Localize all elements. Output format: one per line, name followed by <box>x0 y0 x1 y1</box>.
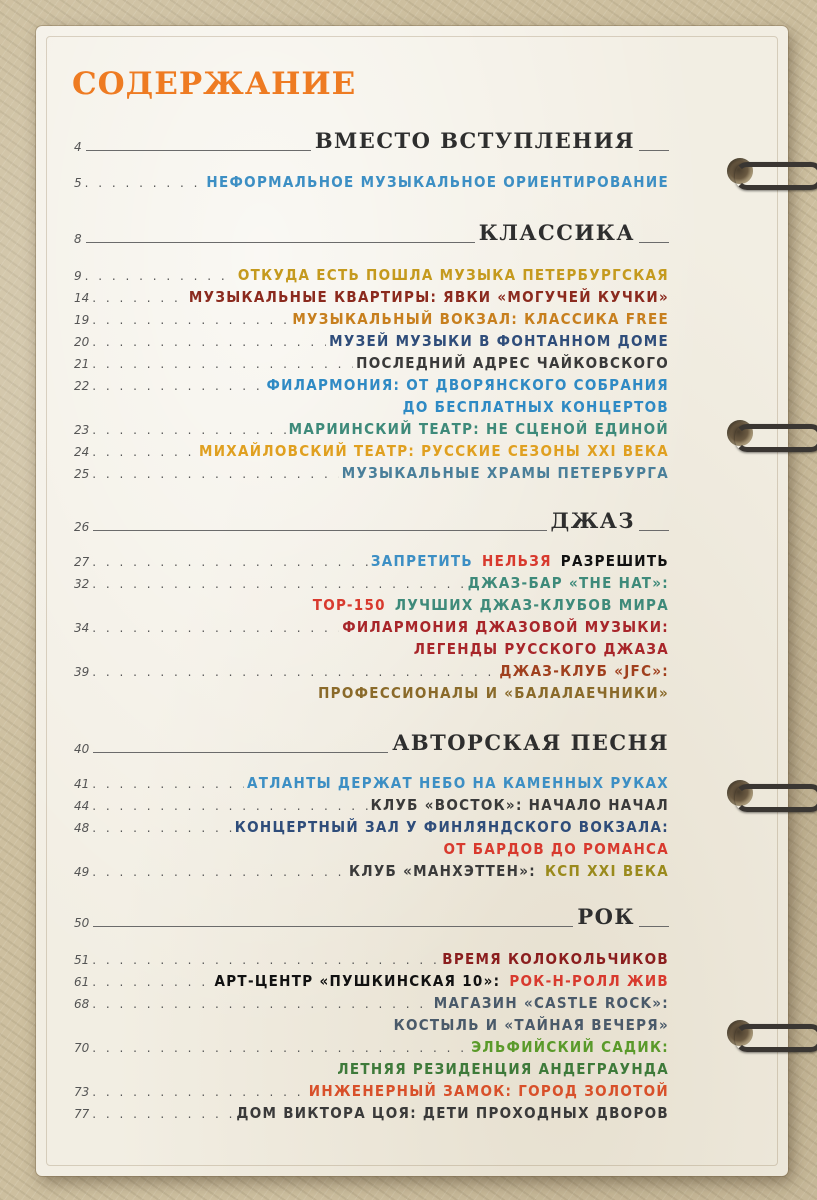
page-number: 8 <box>74 232 82 246</box>
page-number: 68 <box>74 997 90 1011</box>
entry-title-part: АРТ-ЦЕНТР «ПУШКИНСКАЯ 10»: <box>214 972 501 990</box>
rule-line <box>93 752 388 753</box>
dot-leader <box>92 777 244 791</box>
dot-leader <box>92 1085 306 1099</box>
toc-entry[interactable] <box>74 464 669 486</box>
section-title: ВМЕСТО ВСТУПЛЕНИЯ <box>314 128 635 153</box>
dot-leader <box>92 865 346 879</box>
page-number: 14 <box>74 291 90 305</box>
page-number: 19 <box>74 313 90 327</box>
entry-title-part: ЛУЧШИХ ДЖАЗ-КЛУБОВ МИРА <box>394 596 669 614</box>
toc-entry[interactable] <box>74 1104 669 1126</box>
rule-line <box>639 926 669 927</box>
dot-leader <box>92 379 263 393</box>
entry-title: ПОСЛЕДНИЙ АДРЕС ЧАЙКОВСКОГО <box>356 354 669 372</box>
section-heading[interactable] <box>74 900 669 930</box>
entry-title: ОТКУДА ЕСТЬ ПОШЛА МУЗЫКА ПЕТЕРБУРГСКАЯ <box>237 266 669 284</box>
dot-leader <box>92 621 339 635</box>
entry-title-part: РАЗРЕШИТЬ <box>560 552 669 570</box>
dot-leader <box>92 467 338 481</box>
toc-entry[interactable] <box>74 1038 669 1060</box>
entry-title: МУЗЫКАЛЬНЫЙ ВОКЗАЛ: КЛАССИКА FREE <box>292 310 669 328</box>
dot-leader <box>92 997 430 1011</box>
entry-title: КЛУБ «ВОСТОК»: НАЧАЛО НАЧАЛ <box>370 796 669 814</box>
toc-entry-continuation[interactable] <box>74 398 669 420</box>
toc-entry[interactable] <box>74 862 669 884</box>
entry-title-part: РОК-Н-РОЛЛ ЖИВ <box>509 972 669 990</box>
toc-entry-continuation[interactable] <box>74 1016 669 1038</box>
page-number: 73 <box>74 1085 90 1099</box>
page-number: 50 <box>74 916 90 930</box>
entry-title-line2: ДО БЕСПЛАТНЫХ КОНЦЕРТОВ <box>402 398 669 416</box>
entry-title: МУЗЕЙ МУЗЫКИ В ФОНТАННОМ ДОМЕ <box>329 332 669 350</box>
binder-ring <box>727 1012 817 1056</box>
toc-entry[interactable] <box>74 173 669 195</box>
rule-line <box>639 150 669 151</box>
dot-leader <box>92 1041 468 1055</box>
page-title: СОДЕРЖАНИЕ <box>72 66 357 102</box>
section-heading[interactable] <box>74 726 669 756</box>
page-number: 39 <box>74 665 90 679</box>
entry-title: ДЖАЗ-БАР «THE HAT»: <box>467 574 669 592</box>
binder-ring <box>727 412 817 456</box>
toc-entry[interactable] <box>74 950 669 972</box>
rule-line <box>639 530 669 531</box>
page-number: 32 <box>74 577 90 591</box>
dot-leader <box>92 423 285 437</box>
page-number: 26 <box>74 520 90 534</box>
page-number: 40 <box>74 742 90 756</box>
page-number: 48 <box>74 821 90 835</box>
page-number: 70 <box>74 1041 90 1055</box>
toc-entry[interactable] <box>74 972 669 994</box>
toc-entry[interactable] <box>74 442 669 464</box>
page-number: 44 <box>74 799 90 813</box>
entry-title: ФИЛАРМОНИЯ: ОТ ДВОРЯНСКОГО СОБРАНИЯ <box>266 376 669 394</box>
rule-line <box>86 150 311 151</box>
page-number: 51 <box>74 953 90 967</box>
entry-title: ИНЖЕНЕРНЫЙ ЗАМОК: ГОРОД ЗОЛОТОЙ <box>308 1082 669 1100</box>
binder-ring <box>727 772 817 816</box>
entry-title: ЭЛЬФИЙСКИЙ САДИК: <box>471 1038 669 1056</box>
dot-leader <box>92 799 367 813</box>
page-number: 49 <box>74 865 90 879</box>
dot-leader <box>92 821 231 835</box>
entry-title: ДЖАЗ-КЛУБ «JFC»: <box>499 662 669 680</box>
dot-leader <box>92 953 439 967</box>
rule-line <box>86 242 475 243</box>
entry-title-part: TOP-150 <box>312 596 386 614</box>
toc-entry-continuation[interactable] <box>74 596 669 618</box>
dot-leader <box>92 291 186 305</box>
toc-entry[interactable] <box>74 310 669 332</box>
toc-entry[interactable] <box>74 354 669 376</box>
entry-title-line2: ЛЕТНЯЯ РЕЗИДЕНЦИЯ АНДЕГРАУНДА <box>337 1060 669 1078</box>
toc-entry[interactable] <box>74 288 669 310</box>
toc-entry[interactable] <box>74 552 669 574</box>
entry-title: ДОМ ВИКТОРА ЦОЯ: ДЕТИ ПРОХОДНЫХ ДВОРОВ <box>236 1104 669 1122</box>
entry-title-part: КЛУБ «МАНХЭТТЕН»: <box>349 862 536 880</box>
entry-title-line2: ОТ БАРДОВ ДО РОМАНСА <box>443 840 669 858</box>
dot-leader <box>92 313 289 327</box>
dot-leader <box>92 665 496 679</box>
section-title: АВТОРСКАЯ ПЕСНЯ <box>392 730 669 755</box>
dot-leader <box>85 269 235 283</box>
page-number: 77 <box>74 1107 90 1121</box>
page-number: 9 <box>74 269 82 283</box>
toc-entry[interactable] <box>74 1082 669 1104</box>
dot-leader <box>92 1107 233 1121</box>
toc-entry[interactable] <box>74 818 669 840</box>
entry-title: АТЛАНТЫ ДЕРЖАТ НЕБО НА КАМЕННЫХ РУКАХ <box>247 774 669 792</box>
toc-entry[interactable] <box>74 994 669 1016</box>
section-title: КЛАССИКА <box>478 220 635 245</box>
entry-title: МИХАЙЛОВСКИЙ ТЕАТР: РУССКИЕ СЕЗОНЫ XXI ВЕКА <box>198 442 669 460</box>
toc-entry-continuation[interactable] <box>74 840 669 862</box>
entry-title: МУЗЫКАЛЬНЫЕ ХРАМЫ ПЕТЕРБУРГА <box>341 464 669 482</box>
entry-title-part: КСП XXI ВЕКА <box>544 862 669 880</box>
entry-title: ВРЕМЯ КОЛОКОЛЬЧИКОВ <box>442 950 669 968</box>
page-number: 24 <box>74 445 90 459</box>
entry-title: МАГАЗИН «CASTLE ROCK»: <box>433 994 669 1012</box>
dot-leader <box>92 445 196 459</box>
toc-entry-continuation[interactable] <box>74 684 669 706</box>
section-title: ДЖАЗ <box>550 508 635 533</box>
dot-leader <box>85 176 204 190</box>
rule-line <box>93 926 573 927</box>
page-number: 5 <box>74 176 82 190</box>
section-heading[interactable] <box>74 504 669 534</box>
dot-leader <box>92 555 368 569</box>
page-number: 34 <box>74 621 90 635</box>
page-number: 4 <box>74 140 82 154</box>
dot-leader <box>92 577 465 591</box>
toc-entry[interactable] <box>74 618 669 640</box>
dot-leader <box>92 357 353 371</box>
entry-title: ФИЛАРМОНИЯ ДЖАЗОВОЙ МУЗЫКИ: <box>342 618 669 636</box>
dot-leader <box>92 975 211 989</box>
entry-title: КОНЦЕРТНЫЙ ЗАЛ У ФИНЛЯНДСКОГО ВОКЗАЛА: <box>234 818 669 836</box>
toc-entry-continuation[interactable] <box>74 640 669 662</box>
page-number: 22 <box>74 379 90 393</box>
toc-entry[interactable] <box>74 796 669 818</box>
section-heading[interactable] <box>74 216 669 246</box>
toc-entry-continuation[interactable] <box>74 1060 669 1082</box>
entry-title-line2: ПРОФЕССИОНАЛЫ И «БАЛАЛАЕЧНИКИ» <box>318 684 669 702</box>
entry-title-part: НЕЛЬЗЯ <box>482 552 552 570</box>
entry-title-line2: ЛЕГЕНДЫ РУССКОГО ДЖАЗА <box>413 640 669 658</box>
entry-title-line2: КОСТЫЛЬ И «ТАЙНАЯ ВЕЧЕРЯ» <box>393 1016 669 1034</box>
binder-ring <box>727 150 817 194</box>
toc-entry[interactable] <box>74 332 669 354</box>
dot-leader <box>92 335 326 349</box>
page-number: 61 <box>74 975 90 989</box>
entry-title: МАРИИНСКИЙ ТЕАТР: НЕ СЦЕНОЙ ЕДИНОЙ <box>288 420 669 438</box>
entry-title: НЕФОРМАЛЬНОЕ МУЗЫКАЛЬНОЕ ОРИЕНТИРОВАНИЕ <box>206 173 669 191</box>
section-heading[interactable] <box>74 124 669 154</box>
rule-line <box>93 530 546 531</box>
page-number: 41 <box>74 777 90 791</box>
toc-entry[interactable] <box>74 376 669 398</box>
page-number: 21 <box>74 357 90 371</box>
toc-entry[interactable] <box>74 266 669 288</box>
toc-entry[interactable] <box>74 662 669 684</box>
toc-entry[interactable] <box>74 774 669 796</box>
toc-entry[interactable] <box>74 574 669 596</box>
page-number: 23 <box>74 423 90 437</box>
page-number: 25 <box>74 467 90 481</box>
entry-title: МУЗЫКАЛЬНЫЕ КВАРТИРЫ: ЯВКИ «МОГУЧЕЙ КУЧКИ» <box>188 288 669 306</box>
page-number: 20 <box>74 335 90 349</box>
section-title: РОК <box>577 904 635 929</box>
entry-title-part: ЗАПРЕТИТЬ <box>370 552 473 570</box>
toc-entry[interactable] <box>74 420 669 442</box>
page-number: 27 <box>74 555 90 569</box>
rule-line <box>639 242 669 243</box>
